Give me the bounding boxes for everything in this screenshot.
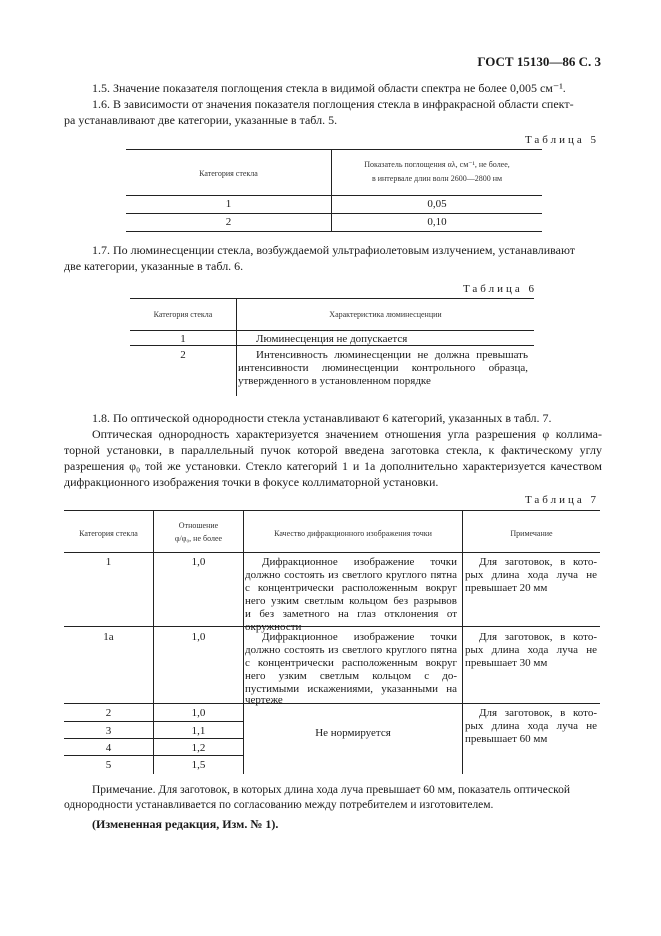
table7-col2-header-b: φ/φ₀, не более <box>174 534 223 543</box>
amendment: (Измененная редакция, Изм. № 1). <box>92 817 279 831</box>
table7-cell: рых длина хода луча не <box>465 720 597 732</box>
table7-cell: 1а <box>103 631 114 643</box>
table7-cell: него узким светлым кольцом без разрывов <box>245 595 457 607</box>
table6-caption: Таблица 6 <box>462 283 537 295</box>
table6-cell: Интенсивность люминесценции не должна превышать <box>256 349 528 361</box>
table7-cell: 5 <box>105 759 112 771</box>
table7-cell: рых длина хода луча не <box>465 644 597 656</box>
table7-cell: Для заготовок, в кото- <box>479 631 597 643</box>
note-line2: однородности устанавливается по согласованию между потребителем и изготовителем. <box>64 799 494 811</box>
table7-col2-header-a: Отношение <box>178 521 219 530</box>
table7-cell: окружности <box>245 621 302 633</box>
para-1-7-line2: две категории, указанные в табл. 6. <box>64 259 244 273</box>
table7-cell: пустимыми искажениями, указанными на <box>245 683 457 695</box>
table7-cell: 4 <box>105 742 112 754</box>
table7-cell: него узким светлым кольцом с до- <box>245 670 457 682</box>
table7-cell: 1,5 <box>191 759 206 771</box>
table7-col3-header: Качество дифракционного изображения точки <box>274 529 432 538</box>
table6-cell: 1 <box>180 333 186 345</box>
para-1-8-line2: Оптическая однородность характеризуется значением отношения угла разрешения φ коллима- <box>92 427 602 441</box>
table5-cell: 0,05 <box>427 198 447 210</box>
page-header: ГОСТ 15130—86 С. 3 <box>477 54 601 69</box>
table6-cell: 2 <box>180 349 186 361</box>
table7-cell: рых длина хода луча не <box>465 569 597 581</box>
table5-caption: Таблица 5 <box>524 134 599 146</box>
note-line1: Примечание. Для заготовок, в которых длина хода луча превышает 60 мм, показатель оптической <box>92 784 571 796</box>
table7-cell: Для заготовок, в кото- <box>479 556 597 568</box>
table7-cell: должно состоять из светлого круглого пятна <box>245 644 457 656</box>
table7-cell: превышает 60 мм <box>465 733 548 745</box>
table5-col2-header-a: Показатель поглощения αλ, см⁻¹, не более, <box>364 160 510 169</box>
table5-cell: 2 <box>225 216 232 228</box>
table6-col1-header: Категория стекла <box>153 310 213 319</box>
para-1-6-line2: ра устанавливают две категории, указанные в табл. 5. <box>64 113 338 127</box>
table7-cell: 1,1 <box>191 725 206 737</box>
table7-cell: Дифракционное изображение точки <box>262 556 457 568</box>
para-1-8-line4: разрешения φ₀ той же установки. Стекло категорий 1 и 1а дополнительно характеризуется качеством <box>64 459 602 473</box>
table7-cell: 3 <box>105 725 112 737</box>
table7-cell: и без заметного на глаз отклонения от <box>245 608 457 620</box>
table6-cell: утвержденного в установленном порядке <box>238 375 431 387</box>
table5-cell: 0,10 <box>427 216 447 228</box>
table7-caption: Таблица 7 <box>524 494 599 506</box>
table7-cell: 2 <box>105 707 112 719</box>
table7-cell: 1,0 <box>191 707 206 719</box>
table7-cell: должно состоять из светлого круглого пятна <box>245 569 457 581</box>
table7-col1-header: Категория стекла <box>79 529 138 538</box>
table7-cell: с концентрически расположенным вокруг <box>245 657 457 669</box>
para-1-7-line1: 1.7. По люминесценции стекла, возбуждаемой ультрафиолетовым излучением, устанавливают <box>92 243 576 257</box>
table6-cell: интенсивности люминесценции контрольного образца, <box>238 362 528 374</box>
table7-cell: 1,0 <box>191 631 206 643</box>
table7-cell: превышает 30 мм <box>465 657 548 669</box>
para-1-6-line1: 1.6. В зависимости от значения показателя поглощения стекла в инфракрасной области спект- <box>92 97 574 111</box>
table6-cell: Люминесценция не допускается <box>256 333 408 345</box>
table7-cell: 1,0 <box>191 556 206 568</box>
table6-col2-header: Характеристика люминесценции <box>329 310 442 319</box>
table7-cell: Не нормируется <box>315 727 391 739</box>
table7-cell: 1,2 <box>191 742 206 754</box>
table7-col4-header: Примечание <box>510 529 553 538</box>
para-1-8-line5: дифракционного изображения точки в фокусе коллиматорной установки. <box>64 475 439 489</box>
table5-cell: 1 <box>225 198 232 210</box>
table5-col2-header-b: в интервале длин волн 2600—2800 нм <box>371 174 503 183</box>
para-1-8-line1: 1.8. По оптической однородности стекла устанавливают 6 категорий, указанных в табл. 7. <box>92 411 552 425</box>
table5-col1-header: Категория стекла <box>199 169 258 178</box>
table7-cell: 1 <box>105 556 112 568</box>
table7-cell: превышает 20 мм <box>465 582 548 594</box>
table7-cell: Для заготовок, в кото- <box>479 707 597 719</box>
para-1-5: 1.5. Значение показателя поглощения стекла в видимой области спектра не более 0,005 см⁻¹. <box>92 81 566 95</box>
table7-cell: Дифракционное изображение точки <box>262 631 457 643</box>
table7-cell: чертеже <box>245 694 283 706</box>
para-1-8-line3: торной установки, в параллельный пучок которой введена заготовка стекла, к фактическому углу <box>64 443 602 457</box>
table7-cell: с концентрически расположенным вокруг <box>245 582 457 594</box>
